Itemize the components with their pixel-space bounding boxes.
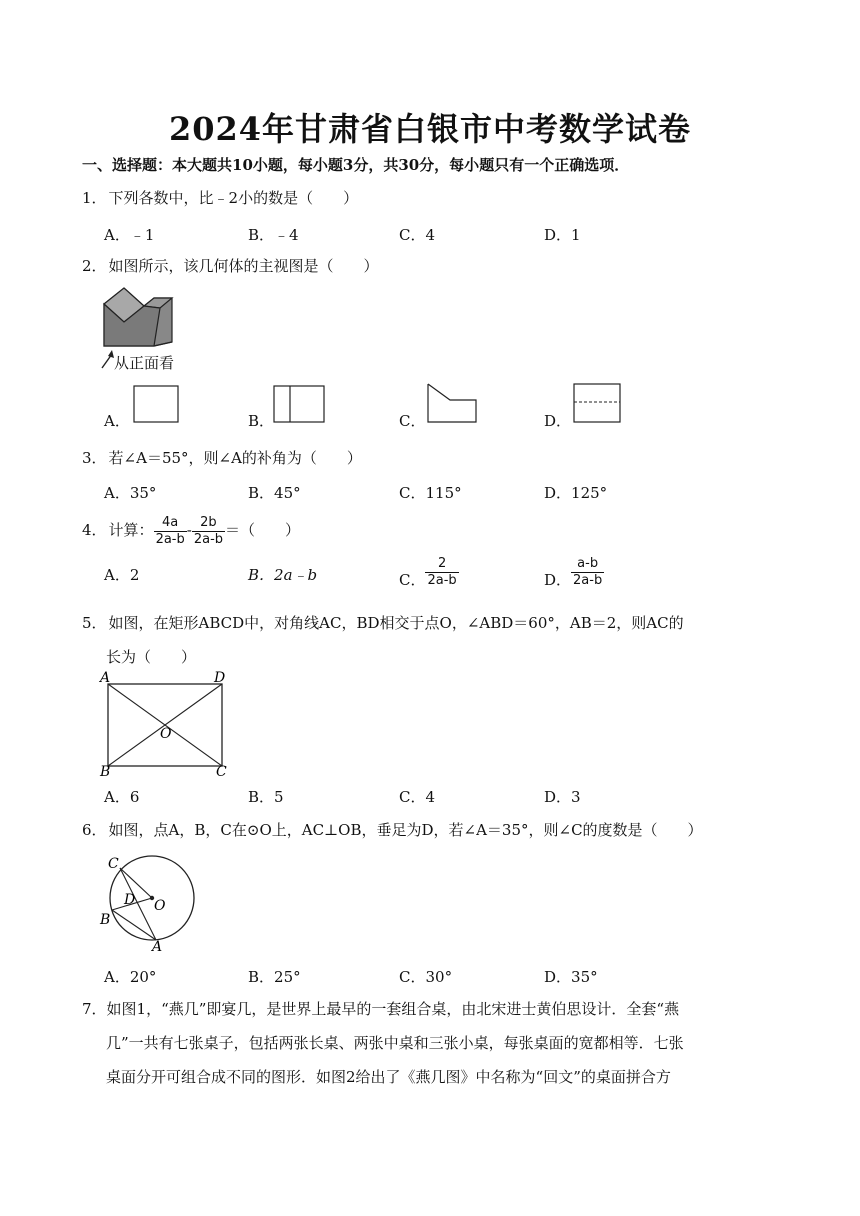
- option-b: B．5: [248, 788, 284, 806]
- option-d: D．1: [544, 226, 581, 244]
- option-d: D．35°: [544, 968, 598, 986]
- question-text-cont: 长为（ ）: [106, 648, 197, 666]
- label-c: C: [216, 764, 227, 778]
- option-b: B．25°: [248, 968, 301, 986]
- fraction-numerator: 2b: [192, 515, 225, 532]
- question-4: [82, 512, 300, 548]
- option-d: D．: [544, 412, 572, 430]
- option-b: B．2a﹣b: [248, 566, 318, 584]
- fraction-numerator: a-b: [571, 556, 604, 573]
- circle-figure: [98, 852, 208, 952]
- option-label: C．: [399, 570, 426, 589]
- question-text: 下列各数中，比﹣2小的数是（ ）: [108, 189, 359, 207]
- label-a: A: [152, 939, 163, 952]
- option-a: A．6: [104, 788, 140, 806]
- option-a: A．: [104, 412, 130, 430]
- option-c: C．30°: [399, 968, 453, 986]
- question-line-1: 如图1，“燕几”即宴几，是世界上最早的一套组合桌，由北宋进士黄伯思设计．全套“燕: [106, 1000, 680, 1018]
- question-number: 7．: [82, 1000, 107, 1018]
- question-number: 1．: [82, 189, 107, 207]
- fraction-denominator: 2a-b: [155, 531, 185, 547]
- question-5: [82, 606, 782, 674]
- option-d-figure: [572, 382, 624, 426]
- fraction-denominator: 2a-b: [573, 573, 603, 588]
- question-line-2: 几”一共有七张桌子，包括两张长桌、两张中桌和三张小桌，每张桌面的宽都相等．七张: [106, 1034, 684, 1052]
- option-a: A．2: [104, 566, 140, 584]
- option-a: A．﹣1: [104, 226, 155, 244]
- fraction-denominator: 2a-b: [193, 531, 224, 547]
- question-text: 如图所示，该几何体的主视图是（ ）: [108, 257, 379, 275]
- question-text: 若∠A＝55°，则∠A的补角为（ ）: [108, 449, 362, 467]
- option-c: C．: [399, 412, 426, 430]
- option-d-fraction: [571, 556, 604, 589]
- question-6: [82, 820, 802, 840]
- option-c: C．115°: [399, 484, 462, 502]
- question-text: 如图，点A，B，C在⊙O上，AC⊥OB，垂足为D，若∠A＝35°，则∠C的度数是（ ）: [108, 821, 703, 839]
- fraction-denominator: 2a-b: [427, 573, 457, 588]
- fraction-numerator: 2: [425, 556, 458, 573]
- question-number: 3．: [82, 449, 107, 467]
- rectangle-figure: [98, 668, 238, 778]
- option-d: D．3: [544, 788, 581, 806]
- fraction-1: [154, 515, 187, 548]
- option-b: B．45°: [248, 484, 301, 502]
- question-2: [82, 256, 379, 276]
- question-number: 4．: [82, 521, 107, 539]
- label-c: C: [108, 856, 119, 872]
- question-3: [82, 448, 362, 468]
- fraction-numerator: 4a: [154, 515, 187, 532]
- option-b: B．: [248, 412, 275, 430]
- option-label: D．: [544, 570, 572, 589]
- figure-caption: 从正面看: [114, 354, 175, 372]
- page-title: 2024年甘肃省白银市中考数学试卷: [168, 110, 692, 148]
- question-text: 如图，在矩形ABCD中，对角线AC，BD相交于点O，∠ABD＝60°，AB＝2，则AC的: [108, 614, 684, 632]
- question-number: 6．: [82, 821, 107, 839]
- question-7: [82, 992, 782, 1094]
- option-a: A．20°: [104, 968, 157, 986]
- option-b: B．﹣4: [248, 226, 299, 244]
- minus-sign: -: [186, 521, 192, 539]
- option-c-figure: [426, 382, 480, 426]
- option-c: C．4: [399, 226, 436, 244]
- section-heading: 一、选择题：本大题共10小题，每小题3分，共30分，每小题只有一个正确选项．: [82, 156, 630, 174]
- option-a: A．35°: [104, 484, 157, 502]
- label-o: O: [154, 898, 166, 914]
- question-number: 5．: [82, 614, 107, 632]
- label-d: D: [214, 670, 226, 686]
- option-c: [399, 556, 459, 589]
- question-number: 2．: [82, 257, 107, 275]
- label-b: B: [100, 764, 111, 778]
- question-text-prefix: 计算：: [108, 521, 154, 539]
- question-line-3: 桌面分开可组合成不同的图形．如图2给出了《燕几图》中名称为“回文”的桌面拼合方: [106, 1068, 671, 1086]
- question-text-suffix: ＝（ ）: [225, 521, 301, 539]
- option-c: C．4: [399, 788, 436, 806]
- fraction-2: [192, 515, 225, 548]
- label-b: B: [100, 912, 111, 928]
- option-c-fraction: [425, 556, 458, 589]
- question-1: [82, 188, 358, 208]
- label-a: A: [100, 670, 111, 686]
- option-b-figure: [272, 384, 328, 426]
- option-a-figure: [132, 384, 182, 426]
- option-d: [544, 556, 604, 589]
- label-d: D: [124, 892, 136, 908]
- label-o: O: [160, 726, 172, 742]
- option-d: D．125°: [544, 484, 608, 502]
